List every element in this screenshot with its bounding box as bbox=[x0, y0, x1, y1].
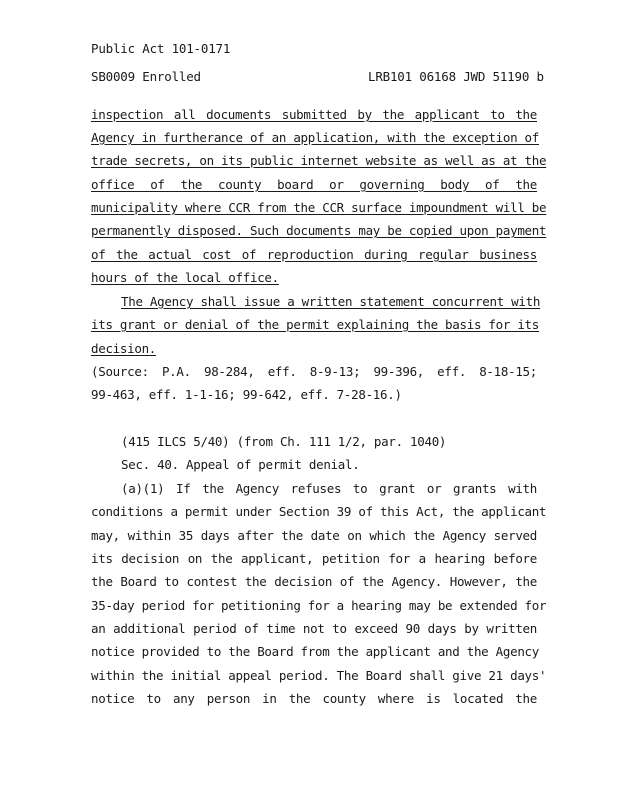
body-line: the Board to contest the decision of the Agency. However, the bbox=[91, 574, 537, 589]
body-line: Agency in furtherance of an application, with the exception of bbox=[91, 130, 539, 145]
body-line: inspection all documents submitted by the applicant to the bbox=[91, 107, 537, 122]
body-line: permanently disposed. Such documents may be copied upon payment bbox=[91, 223, 547, 238]
lrb-header: LRB101 06168 JWD 51190 b bbox=[368, 69, 544, 84]
body-line: its decision on the applicant, petition for a hearing before bbox=[91, 551, 537, 566]
source-citation: (Source: P.A. 98-284, eff. 8-9-13; 99-396, eff. 8-18-15; bbox=[91, 364, 537, 379]
body-line: municipality where CCR from the CCR surface impoundment will be bbox=[91, 200, 547, 215]
body-line: The Agency shall issue a written statement concurrent with bbox=[121, 294, 541, 309]
body-line: notice to any person in the county where is located the bbox=[91, 691, 537, 706]
bill-header: SB0009 Enrolled bbox=[91, 69, 201, 84]
source-citation: 99-463, eff. 1-1-16; 99-642, eff. 7-28-16.) bbox=[91, 387, 402, 402]
body-line: office of the county board or governing body of the bbox=[91, 177, 537, 192]
body-line: its grant or denial of the permit explaining the basis for its bbox=[91, 317, 539, 332]
body-line: may, within 35 days after the date on which the Agency served bbox=[91, 528, 537, 543]
body-line: 35-day period for petitioning for a hearing may be extended for bbox=[91, 598, 547, 613]
body-line: (a)(1) If the Agency refuses to grant or grants with bbox=[121, 481, 537, 496]
public-act-header: Public Act 101-0171 bbox=[91, 41, 231, 56]
body-line: hours of the local office. bbox=[91, 270, 279, 285]
body-line: conditions a permit under Section 39 of this Act, the applicant bbox=[91, 504, 547, 519]
statute-reference: (415 ILCS 5/40) (from Ch. 111 1/2, par. 1040) bbox=[121, 434, 447, 449]
body-line: an additional period of time not to exceed 90 days by written bbox=[91, 621, 537, 636]
body-line: decision. bbox=[91, 341, 157, 356]
section-heading: Sec. 40. Appeal of permit denial. bbox=[121, 457, 360, 472]
body-line: within the initial appeal period. The Board shall give 21 days' bbox=[91, 668, 547, 683]
body-line: trade secrets, on its public internet website as well as at the bbox=[91, 153, 547, 168]
body-line: of the actual cost of reproduction during regular business bbox=[91, 247, 537, 262]
body-line: notice provided to the Board from the applicant and the Agency bbox=[91, 644, 539, 659]
